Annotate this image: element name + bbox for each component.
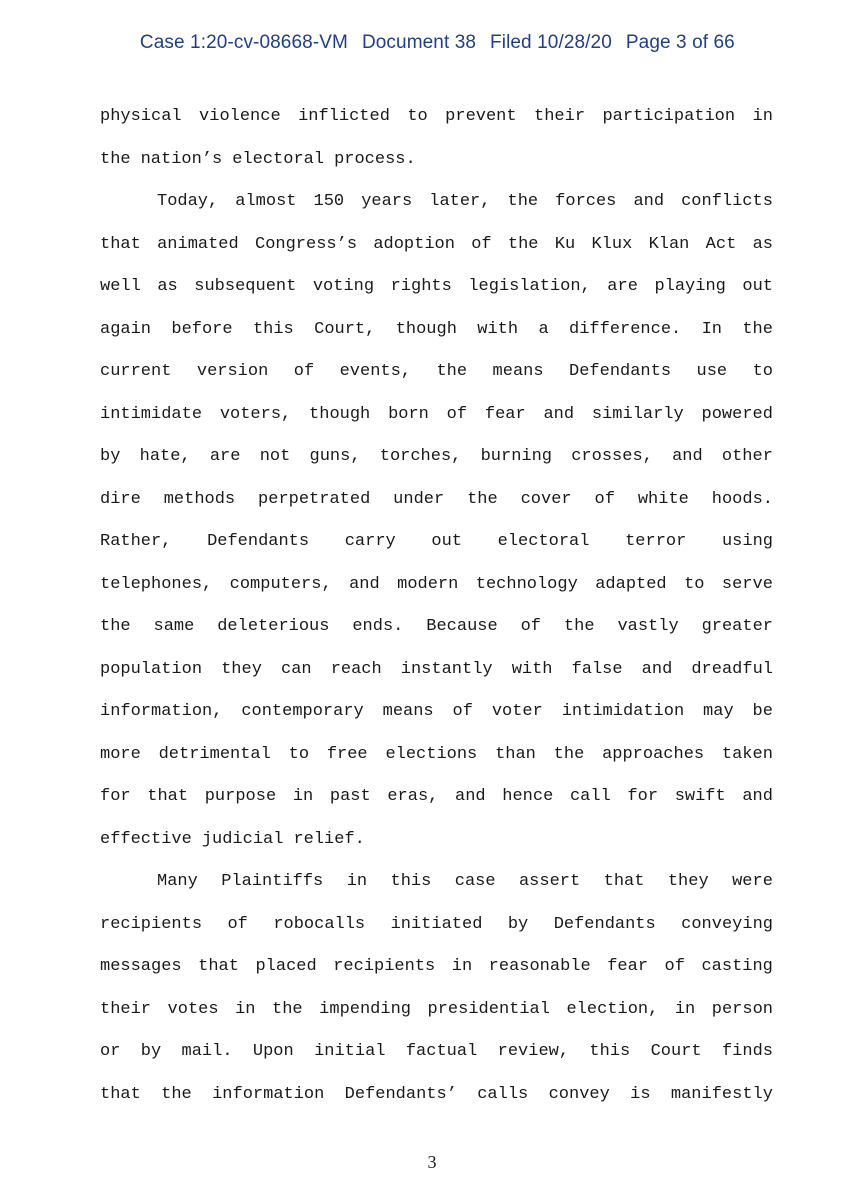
text-line: that the information Defendants’ calls convey is manifestly: [100, 1084, 773, 1104]
text-line: by hate, are not guns, torches, burning crosses, and other: [100, 447, 773, 466]
document-body: [100, 96, 773, 1116]
text-line: the same deleterious ends. Because of the vastly greater: [100, 617, 773, 636]
text-line: for that purpose in past eras, and hence call for swift and: [100, 787, 773, 806]
filed-date: Filed 10/28/20: [490, 32, 612, 53]
text-line: effective judicial relief.: [100, 829, 365, 849]
text-line: more detrimental to free elections than the approaches taken: [100, 744, 773, 764]
text-line: well as subsequent voting rights legislation, are playing out: [100, 277, 773, 296]
paragraph: [100, 861, 773, 1116]
text-line: the nation’s electoral process.: [100, 149, 416, 169]
text-line: current version of events, the means Defendants use to: [100, 362, 773, 381]
text-line: again before this Court, though with a difference. In the: [100, 319, 773, 339]
text-line: population they can reach instantly with false and dreadful: [100, 659, 773, 679]
text-line: dire methods perpetrated under the cover of white hoods.: [100, 489, 773, 509]
document-number: Document 38: [361, 32, 477, 53]
text-line: or by mail. Upon initial factual review, this Court finds: [100, 1042, 773, 1061]
text-line: information, contemporary means of voter intimidation may be: [100, 702, 773, 721]
text-line: Today, almost 150 years later, the forces and conflicts: [157, 192, 773, 211]
text-line: Rather, Defendants carry out electoral terror using: [100, 532, 773, 551]
page-number: 3: [427, 1152, 437, 1172]
text-line: recipients of robocalls initiated by Defendants conveying: [100, 914, 773, 934]
text-line: that animated Congress’s adoption of the Ku Klux Klan Act as: [100, 234, 773, 254]
paragraph: [100, 181, 773, 861]
text-line: intimidate voters, though born of fear and similarly powered: [100, 404, 773, 424]
paragraph: [100, 96, 773, 181]
case-number: Case 1:20-cv-08668-VM: [139, 32, 348, 53]
text-line: Many Plaintiffs in this case assert that they were: [157, 872, 773, 891]
text-line: their votes in the impending presidential election, in person: [100, 999, 773, 1019]
text-line: messages that placed recipients in reasonable fear of casting: [100, 957, 773, 976]
case-header: [0, 10, 864, 54]
page-count: Page 3 of 66: [625, 32, 735, 53]
text-line: telephones, computers, and modern technology adapted to serve: [100, 574, 773, 594]
text-line: physical violence inflicted to prevent their participation in: [100, 107, 773, 126]
